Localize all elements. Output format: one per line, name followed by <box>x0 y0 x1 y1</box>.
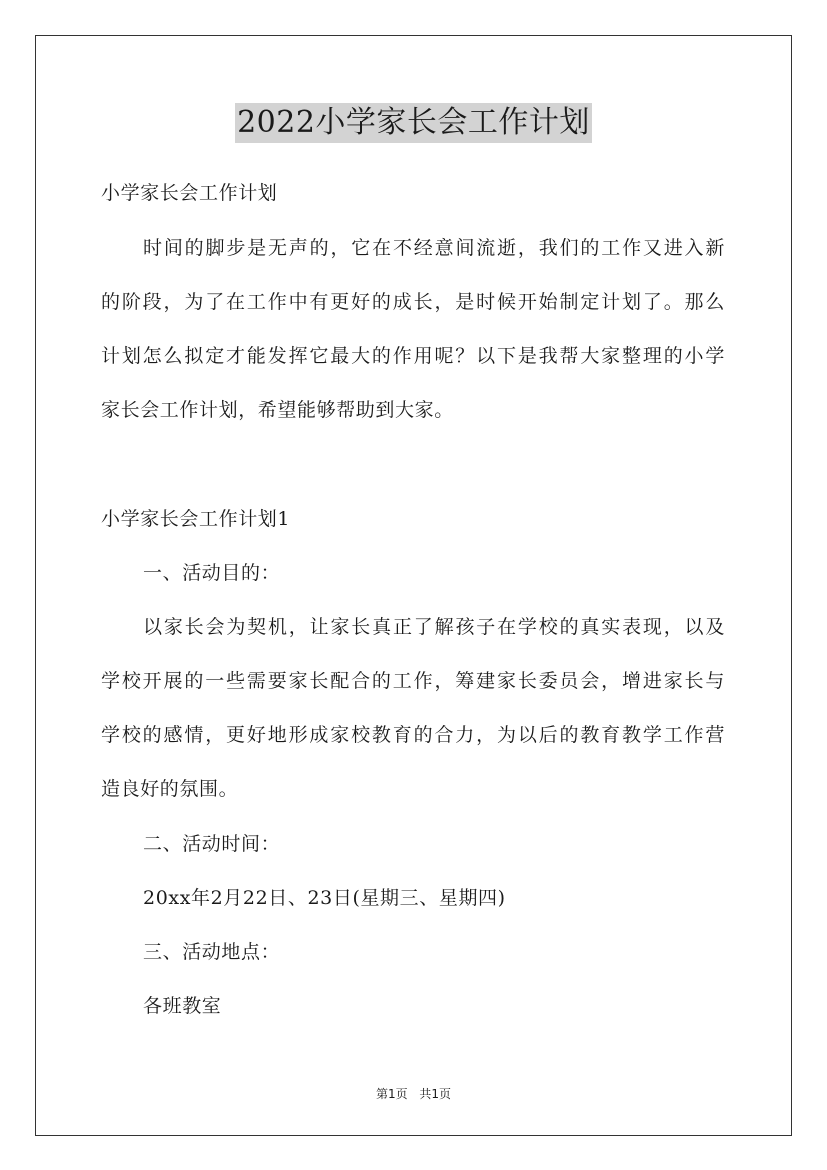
subheading: 二、活动时间： <box>143 833 281 855</box>
title-container <box>0 103 827 143</box>
paragraph-line: 各班教室 <box>143 995 222 1017</box>
document-title: 2022小学家长会工作计划 <box>235 103 592 143</box>
paragraph-line: 造良好的氛围。 <box>101 778 239 800</box>
paragraph-line: 家长会工作计划，希望能够帮助到大家。 <box>101 399 454 421</box>
paragraph-line: 计划怎么拟定才能发挥它最大的作用呢？以下是我帮大家整理的小学 <box>101 345 725 367</box>
paragraph-line: 以家长会为契机，让家长真正了解孩子在学校的真实表现，以及 <box>143 616 725 638</box>
section-heading: 小学家长会工作计划1 <box>101 508 291 530</box>
page-total: 共1页 <box>419 1087 452 1101</box>
paragraph-line: 时间的脚步是无声的，它在不经意间流逝，我们的工作又进入新 <box>143 237 725 259</box>
subheading: 三、活动地点： <box>143 941 281 963</box>
page-number: 第1页 <box>375 1087 408 1101</box>
page-footer <box>0 1085 827 1102</box>
section-heading: 小学家长会工作计划 <box>101 182 278 204</box>
paragraph-line: 学校开展的一些需要家长配合的工作，筹建家长委员会，增进家长与 <box>101 670 725 692</box>
paragraph-line: 学校的感情，更好地形成家校教育的合力，为以后的教育教学工作营 <box>101 724 725 746</box>
paragraph-line: 的阶段，为了在工作中有更好的成长，是时候开始制定计划了。那么 <box>101 291 725 313</box>
paragraph-line: 20xx年2月22日、23日(星期三、星期四) <box>143 887 506 909</box>
subheading: 一、活动目的： <box>143 562 281 584</box>
